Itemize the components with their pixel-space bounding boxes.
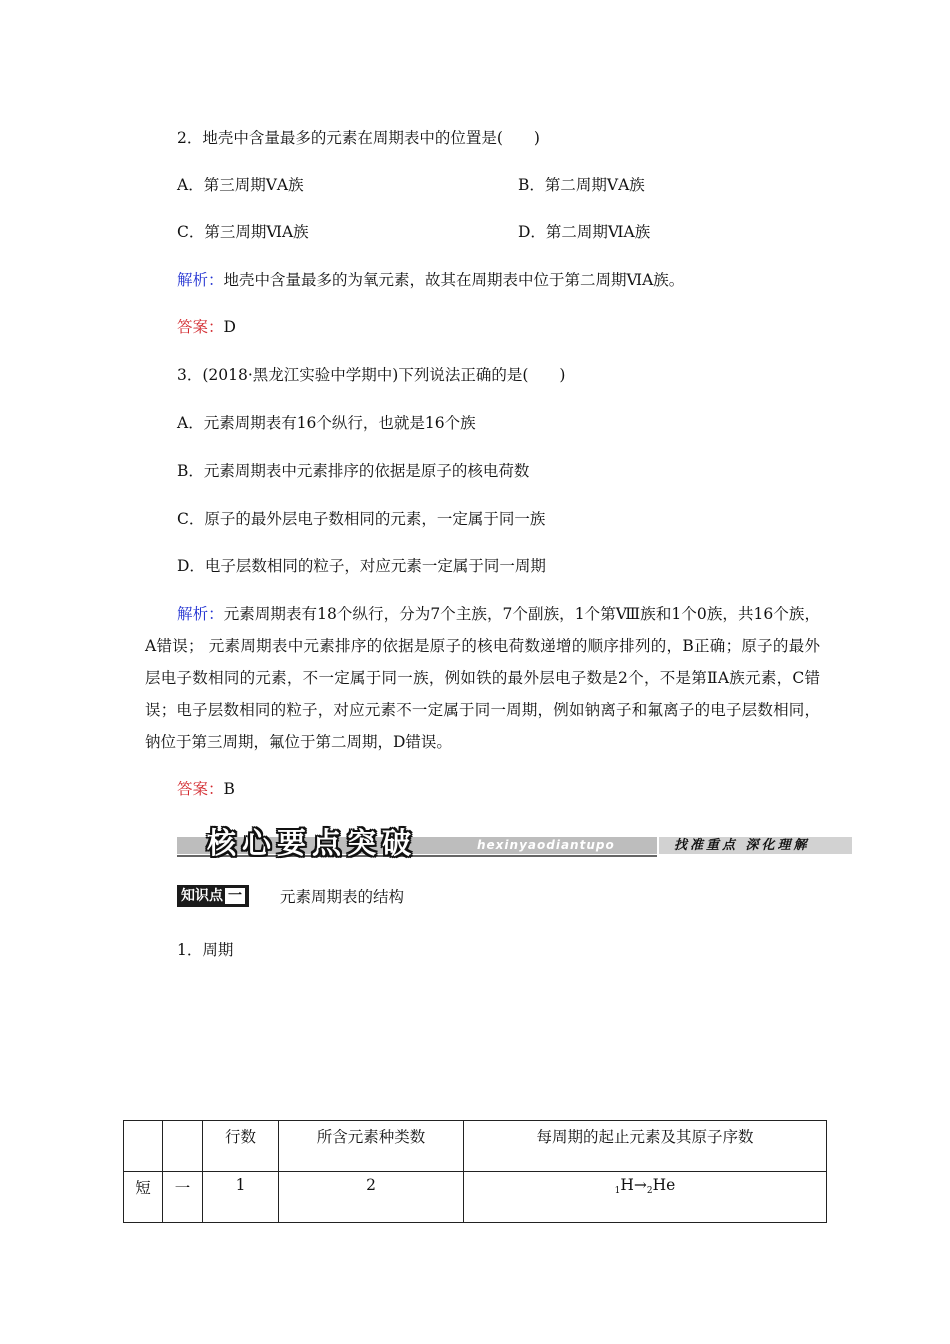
q2-analysis-label: 解析： <box>177 271 224 289</box>
table-cell-count: 2 <box>279 1172 464 1223</box>
table-cell-period: 一 <box>163 1172 203 1223</box>
banner-title: 核心要点突破 <box>207 826 418 860</box>
q2-stem: 2．地壳中含量最多的元素在周期表中的位置是( ) <box>177 129 540 147</box>
q2-option-a: A．第三周期ⅤA族 <box>177 176 304 194</box>
q3-stem: 3．(2018·黑龙江实验中学期中)下列说法正确的是( ) <box>177 366 566 384</box>
start-atomic-number: 1 <box>614 1186 621 1196</box>
q3-option-c: C．原子的最外层电子数相同的元素，一定属于同一族 <box>177 510 546 528</box>
knowledge-point-label: 知识点 <box>181 888 223 904</box>
q2-option-b: B．第二周期ⅤA族 <box>518 176 645 194</box>
table-header-row <box>124 1121 827 1172</box>
section-1-title: 1．周期 <box>177 941 234 959</box>
table-header-cell <box>163 1121 203 1172</box>
table-cell-category: 短 <box>124 1172 163 1223</box>
q3-answer-value: B <box>223 780 235 798</box>
q3-analysis-label: 解析： <box>177 605 224 623</box>
q3-answer <box>177 779 235 799</box>
knowledge-point-tag <box>177 885 249 907</box>
table-header-cell <box>124 1121 163 1172</box>
table-header-count: 所含元素种类数 <box>279 1121 464 1172</box>
period-table <box>123 1120 827 1223</box>
table-header-rows: 行数 <box>203 1121 279 1172</box>
arrow-icon: → <box>633 1176 647 1194</box>
table-cell-range <box>464 1172 827 1223</box>
q2-analysis <box>177 270 684 290</box>
end-element: He <box>652 1176 676 1194</box>
q2-analysis-text: 地壳中含量最多的为氧元素，故其在周期表中位于第二周期ⅥA族。 <box>223 271 685 289</box>
end-atomic-number: 2 <box>646 1186 653 1196</box>
q3-analysis <box>145 598 820 758</box>
banner-subtitle: hexinyaodiantupo <box>477 838 615 852</box>
knowledge-point-title: 元素周期表的结构 <box>280 888 405 906</box>
knowledge-point-number: 一 <box>225 888 245 904</box>
q3-option-a: A．元素周期表有16个纵行，也就是16个族 <box>177 414 476 432</box>
q2-answer <box>177 317 236 337</box>
section-banner <box>177 824 852 862</box>
start-element: H <box>620 1176 634 1194</box>
q3-answer-label: 答案： <box>177 780 224 798</box>
q3-option-d: D．电子层数相同的粒子，对应元素一定属于同一周期 <box>177 557 546 575</box>
q2-answer-value: D <box>223 318 236 336</box>
q2-option-d: D．第二周期ⅥA族 <box>518 223 651 241</box>
table-header-range: 每周期的起止元素及其原子序数 <box>464 1121 827 1172</box>
banner-slogan: 找准重点 深化理解 <box>674 838 810 853</box>
q3-analysis-text: 元素周期表有18个纵行，分为7个主族，7个副族，1个第Ⅷ族和1个0族，共16个族，A错误； 元素周期表中元素排序的依据是原子的核电荷数递增的顺序排列的，B正确；原子的最外层电子数相同的元素，不一定属于同一族，例如铁的最外层电子数是2个，不是第ⅡA族元素，C错误；电子层数相同的粒子，对应元素不一定属于同一周期，例如钠离子和氟离子的电子层数相同，钠位于第三周期，氟位于第二周期，D错误。 <box>145 605 820 751</box>
q2-option-c: C．第三周期ⅥA族 <box>177 223 309 241</box>
q3-option-b: B．元素周期表中元素排序的依据是原子的核电荷数 <box>177 462 530 480</box>
table-cell-rows: 1 <box>203 1172 279 1223</box>
table-row <box>124 1172 827 1223</box>
q2-answer-label: 答案： <box>177 318 224 336</box>
